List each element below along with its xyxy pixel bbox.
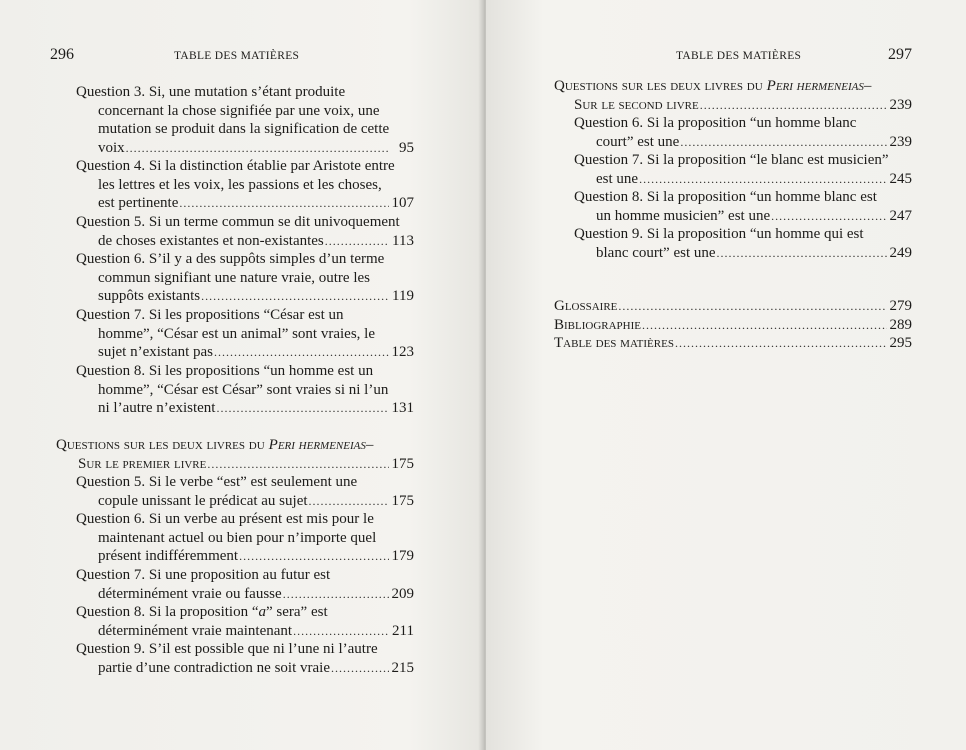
leader-dots — [675, 334, 887, 353]
left-running-head: TABLE DES MATIÈRES — [174, 50, 300, 62]
leader-dots — [717, 244, 887, 263]
toc-entry-line: Question 7. Si les propositions “César est un — [76, 307, 344, 323]
toc-entry-line: Question 9. Si la proposition “un homme qui est — [574, 226, 864, 242]
toc-entry-line: concernant la chose signifiée par une voix, une — [98, 102, 380, 119]
toc-back-matter-label: Bibliographie — [554, 316, 641, 333]
toc-entry-line: copule unissant le prédicat au sujet — [98, 492, 308, 509]
toc-page-ref: 215 — [391, 659, 414, 676]
toc-entry-line: sujet n’existant pas — [98, 344, 213, 360]
toc-entry-text-a: Question 8. Si la proposition “ — [76, 604, 259, 620]
toc-page-ref: 113 — [392, 232, 414, 249]
toc-entry-line: présent indifféremment — [98, 548, 239, 564]
toc-back-matter-bibliographie — [554, 316, 912, 335]
toc-entry-last-line — [76, 194, 414, 213]
toc-entry-right-q6 — [574, 114, 912, 151]
toc-entry-last-line — [574, 133, 912, 152]
right-page-number: 297 — [888, 46, 912, 63]
toc-entry-right-q9 — [574, 225, 912, 262]
toc-page-ref: 279 — [889, 298, 912, 314]
leader-dots — [331, 659, 389, 678]
toc-page-ref: 175 — [391, 455, 414, 472]
toc-entry-line: partie d’une contradiction ne soit vraie — [98, 659, 330, 676]
toc-entry-last-line — [76, 139, 414, 158]
toc-entry-last-line — [76, 492, 414, 511]
toc-page-ref: 179 — [391, 548, 414, 564]
toc-entry-line: Question 8. Si les propositions “un homme est un — [76, 363, 374, 379]
leader-dots — [179, 194, 388, 213]
toc-entry-text-italic: a — [258, 604, 266, 620]
toc-entry-left-s-q7 — [76, 566, 414, 603]
toc-back-matter-glossaire — [554, 297, 912, 316]
section-subtitle: Sur le second livre — [574, 96, 699, 113]
toc-entry-line: de choses existantes et non-existantes — [98, 232, 324, 249]
toc-page-ref: 239 — [889, 133, 912, 150]
toc-entry-line: mutation se produit dans la signification de cette — [98, 121, 390, 137]
toc-entry-last-line — [574, 207, 912, 226]
leader-dots — [618, 297, 886, 316]
leader-dots — [283, 585, 389, 604]
toc-entry-last-line — [76, 232, 414, 251]
toc-page-ref: 209 — [391, 585, 414, 602]
toc-entry-left-q5 — [76, 213, 414, 250]
toc-page-ref: 123 — [391, 344, 414, 360]
section-title-italic: Peri hermeneias — [766, 78, 864, 94]
toc-entry-line: déterminément vraie ou fausse — [98, 585, 282, 602]
leader-dots — [126, 139, 389, 158]
toc-entry-left-q7 — [76, 306, 414, 362]
leader-dots — [214, 343, 389, 362]
toc-entry-line: voix — [98, 139, 125, 156]
leader-dots — [700, 96, 887, 115]
toc-entry-line: Question 5. Si un terme commun se dit univoquement — [76, 214, 400, 230]
toc-page-ref: 119 — [392, 288, 414, 304]
left-page-number: 296 — [50, 46, 74, 63]
toc-entry-line: homme”, “César est César” sont vraies si ni l’un — [98, 381, 389, 398]
toc-entry-line: Question 9. S’il est possible que ni l’une ni l’autre — [76, 641, 378, 657]
toc-entry-left-q3 — [76, 83, 414, 157]
toc-entry-line: un homme musicien” est une — [596, 207, 771, 224]
toc-page-ref: 107 — [391, 195, 414, 211]
leader-dots — [639, 170, 886, 189]
toc-entry-left-s-q9 — [76, 640, 414, 677]
leader-dots — [207, 455, 388, 474]
toc-page-ref: 239 — [889, 96, 912, 113]
toc-entry-last-line — [76, 585, 414, 604]
toc-page-ref: 295 — [889, 335, 912, 351]
toc-page-ref: 247 — [889, 207, 912, 224]
toc-entry-line: ni l’autre n’existent — [98, 400, 216, 416]
leader-dots — [293, 622, 389, 641]
section-subtitle-line — [56, 455, 414, 474]
toc-page-ref: 249 — [889, 244, 912, 261]
leader-dots — [325, 232, 389, 251]
toc-back-matter-table — [554, 334, 912, 353]
section-title-text: Questions sur les deux livres du — [56, 437, 265, 453]
toc-entry-left-s-q6 — [76, 510, 414, 566]
toc-entry-left-q4 — [76, 157, 414, 213]
toc-entry-last-line — [76, 622, 414, 641]
leader-dots — [216, 399, 388, 418]
toc-page-ref: 131 — [391, 400, 414, 416]
section-subtitle: Sur le premier livre — [78, 455, 207, 472]
toc-entry-line: Question 5. Si le verbe “est” est seulement une — [76, 474, 358, 490]
toc-entry-last-line — [574, 170, 912, 189]
right-running-head: TABLE DES MATIÈRES — [676, 50, 802, 62]
toc-entry-line: Question 4. Si la distinction établie par Aristote entre — [76, 158, 395, 174]
leader-dots — [771, 207, 886, 226]
toc-entry-last-line — [76, 659, 414, 678]
toc-entry-line: blanc court” est une — [596, 244, 716, 261]
toc-entry-last-line — [574, 244, 912, 263]
section-title-dash: – — [863, 78, 872, 94]
toc-entry-right-q7 — [574, 151, 912, 188]
toc-section-premier-livre — [56, 436, 414, 473]
toc-entry-left-s-q5 — [76, 473, 414, 510]
toc-entry-line: court” est une — [596, 133, 680, 150]
right-page — [486, 0, 966, 750]
toc-page-ref: 289 — [889, 316, 912, 333]
toc-entry-line: Question 6. Si la proposition “un homme blanc — [574, 115, 857, 131]
section-title-italic: Peri hermeneias — [268, 437, 366, 453]
toc-page-ref: 245 — [889, 170, 912, 187]
toc-entry-last-line — [76, 399, 414, 418]
leader-dots — [239, 547, 388, 566]
toc-entry-line: suppôts existants — [98, 288, 201, 304]
toc-entry-line: est pertinente — [98, 195, 179, 211]
toc-section-second-livre — [554, 77, 912, 114]
toc-entry-line: Question 7. Si une proposition au futur est — [76, 567, 331, 583]
toc-back-matter-label: Table des matières — [554, 335, 674, 351]
toc-entry-line: les lettres et les voix, les passions et les choses, — [98, 176, 382, 193]
toc-entry-last-line — [76, 547, 414, 566]
toc-entry-line: homme”, “César est un animal” sont vraies, le — [98, 325, 375, 342]
leader-dots — [201, 287, 389, 306]
section-title-text: Questions sur les deux livres du — [554, 78, 763, 94]
toc-entry-line: Question 6. S’il y a des suppôts simples d’un terme — [76, 251, 385, 267]
toc-entry-line: commun signifiant une nature vraie, outre les — [98, 269, 370, 286]
toc-entry-line: Question 6. Si un verbe au présent est mis pour le — [76, 511, 374, 527]
toc-entry-line: Question 8. Si la proposition “un homme blanc est — [574, 189, 877, 205]
toc-entry-right-q8 — [574, 188, 912, 225]
toc-entry-left-q8 — [76, 362, 414, 418]
leader-dots — [680, 133, 886, 152]
section-title — [554, 77, 912, 96]
toc-entry-line: Question 7. Si la proposition “le blanc est musicien” — [574, 152, 889, 168]
toc-entry-last-line — [76, 287, 414, 306]
toc-page-ref: 211 — [392, 622, 414, 639]
section-title — [56, 436, 414, 455]
toc-entry-line: Question 3. Si, une mutation s’étant produite — [76, 84, 346, 100]
toc-entry-line: déterminément vraie maintenant — [98, 622, 293, 639]
section-subtitle-line — [554, 96, 912, 115]
toc-entry-last-line — [76, 343, 414, 362]
toc-back-matter-label: Glossaire — [554, 298, 618, 314]
leader-dots — [309, 492, 389, 511]
toc-entry-left-s-q8 — [76, 603, 414, 640]
toc-page-ref: 95 — [399, 139, 414, 156]
toc-entry-text-b: ” sera” est — [266, 604, 328, 620]
toc-back-matter — [554, 297, 912, 353]
toc-entry-line: maintenant actuel ou bien pour n’importe quel — [98, 529, 377, 546]
section-title-dash: – — [365, 437, 374, 453]
left-page — [0, 0, 482, 750]
toc-page-ref: 175 — [391, 492, 414, 509]
toc-entry-line: est une — [596, 170, 639, 187]
leader-dots — [642, 316, 887, 335]
toc-entry-left-q6 — [76, 250, 414, 306]
toc-entry-line — [76, 603, 414, 622]
